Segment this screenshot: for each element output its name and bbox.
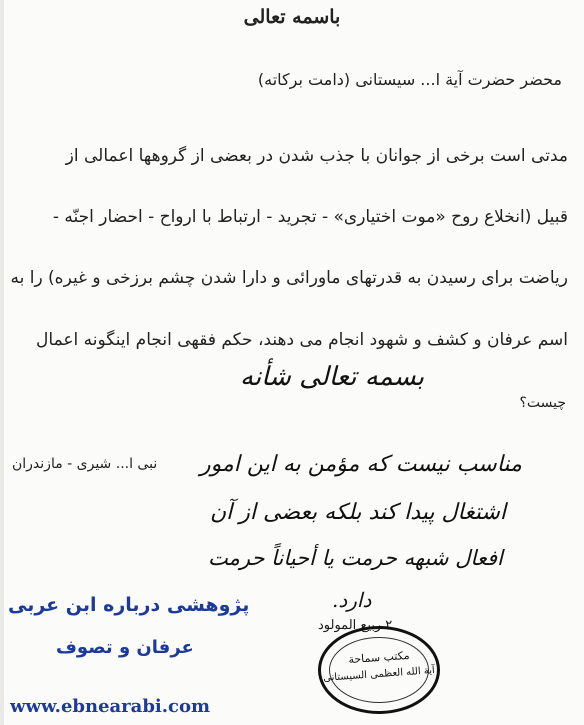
scan-edge: [0, 0, 4, 725]
answer-line-4: دارد.: [332, 588, 372, 612]
letter-addressee: محضر حضرت آیة ا... سیستانی (دامت برکاته): [257, 70, 562, 89]
answer-line-3: افعال شبهه حرمت یا أحیاناً حرمت: [208, 546, 503, 570]
sender-name: نبی ا... شیری - مازندران: [12, 456, 158, 472]
overlay-title: پژوهشی درباره ابن عربی: [8, 594, 250, 616]
seal-lettering-bottom: آیة الله العظمی السیستانی: [322, 665, 436, 684]
seal-stamp: [318, 626, 440, 714]
answer-basmala: بسمه تعالی شأنه: [240, 362, 425, 392]
question-line-5: چیست؟: [519, 395, 566, 411]
question-line-3: ریاضت برای رسیدن به قدرتهای ماورائی و دارا شدن چشم برزخی و غیره) را به: [10, 268, 568, 288]
answer-line-1: مناسب نیست که مؤمن به این امور: [200, 452, 522, 477]
answer-line-2: اشتغال پیدا کند بلکه بعضی از آن: [210, 500, 507, 525]
overlay-url[interactable]: www.ebnearabi.com: [10, 696, 211, 717]
question-line-1: مدتی است برخی از جوانان با جذب شدن در بعضی از گروهها اعمالی از: [65, 146, 568, 166]
question-line-4: اسم عرفان و کشف و شهود انجام می دهند، حکم فقهی انجام اینگونه اعمال: [36, 330, 568, 350]
letter-heading: باسمه تعالی: [243, 6, 341, 28]
seal-lettering-top: مکتب سماحة: [348, 648, 410, 667]
answer-date: ۲ ربیع المولود: [318, 618, 393, 633]
question-line-2: قبیل (انخلاع روح «موت اختیاری» - تجرید - ارتباط با ارواح - احضار اجنّه -: [52, 207, 568, 227]
overlay-subtitle: عرفان و تصوف: [56, 637, 194, 658]
